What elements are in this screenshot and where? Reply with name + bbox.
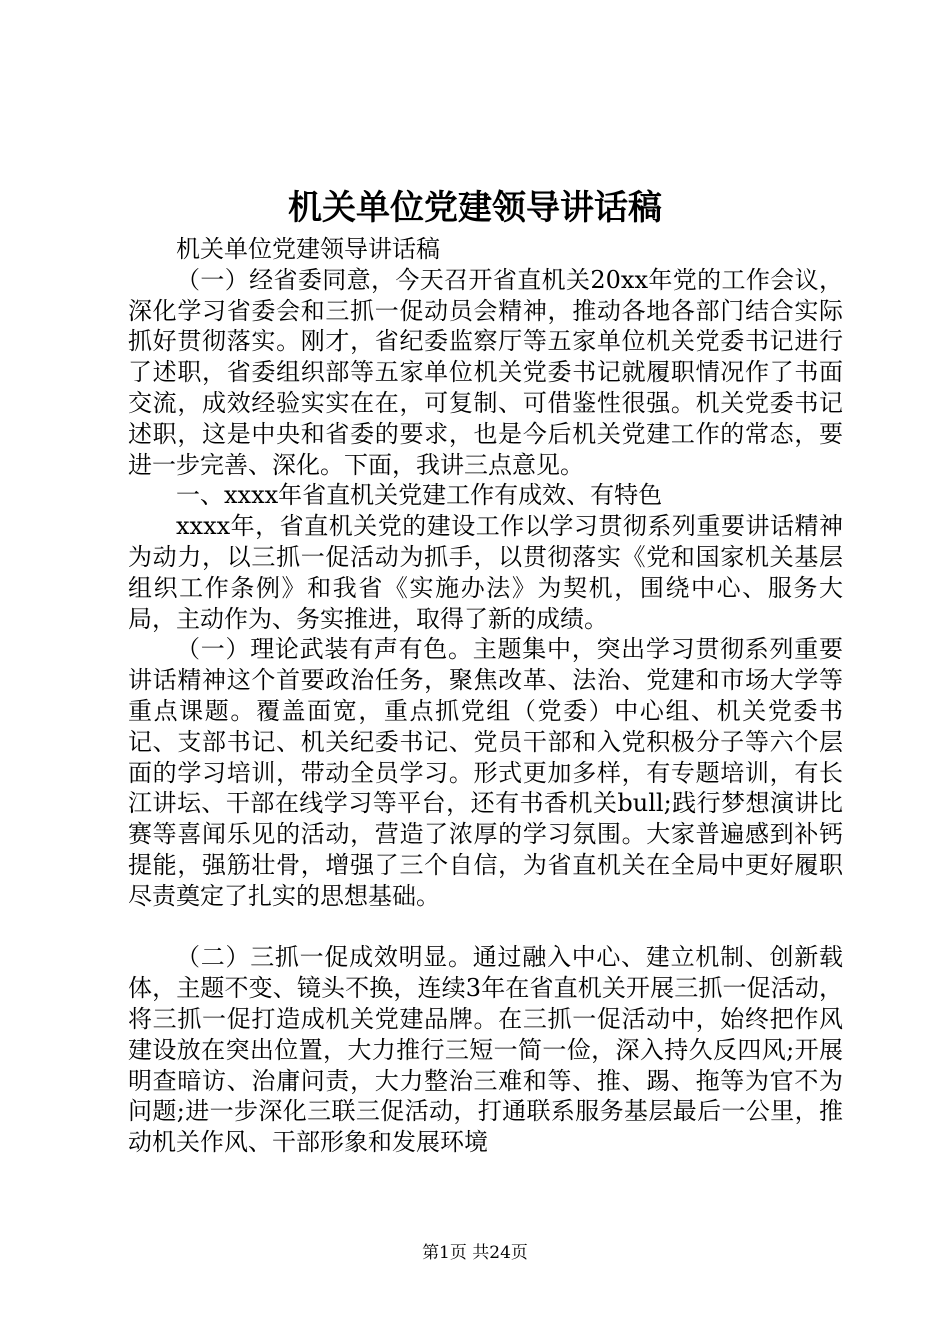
document-title: 机关单位党建领导讲话稿 — [288, 188, 662, 228]
body-paragraph: （一）经省委同意，今天召开省直机关20xx年党的工作会议，深化学习省委会和三抓一促动员会精神，推动各地各部门结合实际抓好贯彻落实。刚才，省纪委监察厅等五家单位机关党委书记进行了述职，省委组织部等五家单位机关党委书记就履职情况作了书面交流，成效经验实实在在，可复制、可借鉴性很强。机关党委书记述职，这是中央和省委的要求，也是今后机关党建工作的常态，要进一步完善、深化。下面，我讲三点意见。 — [128, 265, 843, 479]
subtitle-paragraph: 机关单位党建领导讲话稿 — [176, 235, 440, 263]
document-body — [128, 234, 843, 1158]
body-paragraph: （一）理论武装有声有色。主题集中，突出学习贯彻系列重要讲话精神这个首要政治任务，聚焦改革、法治、党建和市场大学等重点课题。覆盖面宽，重点抓党组（党委）中心组、机关党委书记、支部书记、机关纪委书记、党员干部和入党积极分子等六个层面的学习培训，带动全员学习。形式更加多样，有专题培训，有长江讲坛、干部在线学习等平台，还有书香机关bull;践行梦想演讲比赛等喜闻乐见的活动，营造了浓厚的学习氛围。大家普遍感到补钙提能，强筋壮骨，增强了三个自信，为省直机关在全局中更好履职尽责奠定了扎实的思想基础。 — [128, 635, 843, 910]
body-paragraph: xxxx年，省直机关党的建设工作以学习贯彻系列重要讲话精神为动力，以三抓一促活动为抓手，以贯彻落实《党和国家机关基层组织工作条例》和我省《实施办法》为契机，围绕中心、服务大局，主动作为、务实推进，取得了新的成绩。 — [128, 512, 843, 633]
page-footer: 第1页 共24页 — [422, 1243, 528, 1263]
body-paragraph: （二）三抓一促成效明显。通过融入中心、建立机制、创新载体，主题不变、镜头不换，连续3年在省直机关开展三抓一促活动，将三抓一促打造成机关党建品牌。在三抓一促活动中，始终把作风建设放在突出位置，大力推行三短一简一俭，深入持久反四风;开展明查暗访、治庸问责，大力整治三难和等、推、踢、拖等为官不为问题;进一步深化三联三促活动，打通联系服务基层最后一公里，推动机关作风、干部形象和发展环境 — [128, 943, 843, 1157]
section-heading: 一、xxxx年省直机关党建工作有成效、有特色 — [176, 481, 663, 510]
